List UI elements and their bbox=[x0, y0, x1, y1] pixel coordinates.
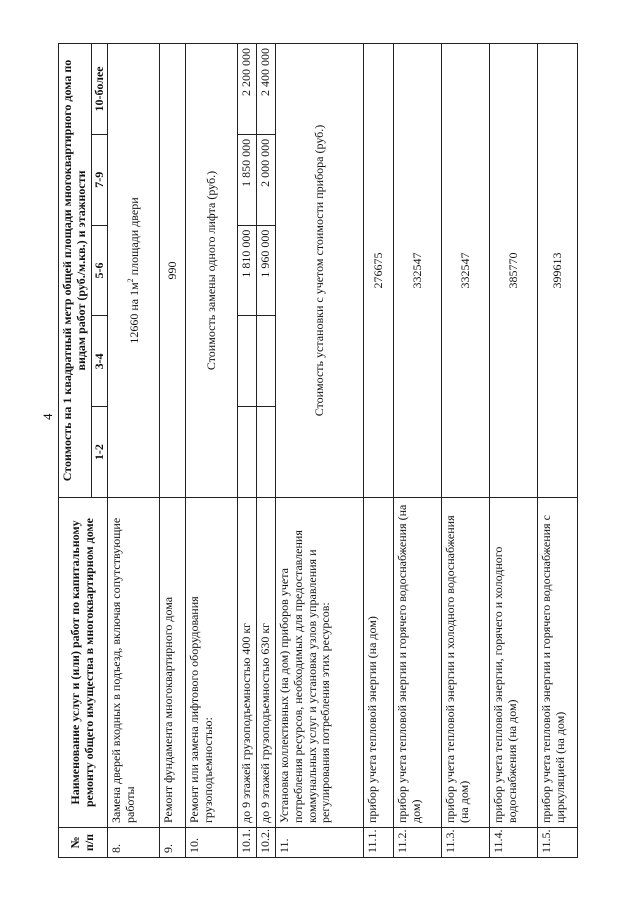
page-number: 4 bbox=[40, 413, 55, 420]
table-row bbox=[441, 44, 489, 858]
row-num: 11.1. bbox=[363, 828, 393, 858]
row-value: 332547 bbox=[441, 44, 489, 498]
row-value: 332547 bbox=[393, 44, 441, 498]
header-row bbox=[59, 44, 92, 858]
row-value-2 bbox=[238, 316, 257, 407]
row-value: Стоимость замены одного лифта (руб.) bbox=[186, 44, 238, 498]
row-name: Установка коллективных (на дом) приборов учета потребления ресурсов, необходимых для предоставления коммунальных услуг и установка узлов управления и регулирования потребления этих ресурсов: bbox=[275, 498, 363, 828]
row-num: 8. bbox=[108, 828, 160, 858]
row-value-1 bbox=[238, 407, 257, 498]
table-row bbox=[160, 44, 186, 858]
table-row bbox=[238, 44, 257, 858]
row-name: прибор учета тепловой энергии и горячего водоснабжения с циркуляцией (на дом) bbox=[537, 498, 577, 828]
row-num: 10.1. bbox=[238, 828, 257, 858]
table-row bbox=[489, 44, 537, 858]
row-value-3: 1 960 000 bbox=[257, 225, 276, 316]
row-name: Ремонт или замена лифтового оборудования грузоподъемностью: bbox=[186, 498, 238, 828]
header-cost: Стоимость на 1 квадратный метр общей площади многоквартирного дома по видам работ (руб./м.кв.) и этажности bbox=[59, 44, 92, 498]
row-value-2 bbox=[257, 316, 276, 407]
row-value-3: 1 810 000 bbox=[238, 225, 257, 316]
table-row bbox=[393, 44, 441, 858]
row-name: Ремонт фундамента многоквартирного дома bbox=[160, 498, 186, 828]
floor-col-2: 3-4 bbox=[91, 316, 108, 407]
row-name: прибор учета тепловой энергии и холодного водоснабжения (на дом) bbox=[441, 498, 489, 828]
value-prefix: 12660 на 1м bbox=[126, 282, 141, 344]
row-value-4: 1 850 000 bbox=[238, 134, 257, 225]
table-row bbox=[108, 44, 160, 858]
header-num: № п/п bbox=[59, 828, 108, 858]
table-row bbox=[186, 44, 238, 858]
row-value bbox=[108, 44, 160, 498]
floor-col-3: 5-6 bbox=[91, 225, 108, 316]
row-value: Стоимость установки с учетом стоимости прибора (руб.) bbox=[275, 44, 363, 498]
row-value: 385770 bbox=[489, 44, 537, 498]
cost-table bbox=[58, 43, 578, 858]
row-name: до 9 этажей грузоподъемностью 630 кг bbox=[257, 498, 276, 828]
row-name: Замена дверей входных в подъезд, включая сопутствующие работы bbox=[108, 498, 160, 828]
row-value-5: 2 200 000 bbox=[238, 44, 257, 135]
row-name: прибор учета тепловой энергии, горячего и холодного водоснабжения (на дом) bbox=[489, 498, 537, 828]
table-row bbox=[257, 44, 276, 858]
row-value: 990 bbox=[160, 44, 186, 498]
row-num: 11.5. bbox=[537, 828, 577, 858]
table-row bbox=[363, 44, 393, 858]
row-name: до 9 этажей грузоподъемностью 400 кг bbox=[238, 498, 257, 828]
row-value: 399613 bbox=[537, 44, 577, 498]
row-num: 9. bbox=[160, 828, 186, 858]
row-num: 10.2. bbox=[257, 828, 276, 858]
floor-col-4: 7-9 bbox=[91, 134, 108, 225]
header-name: Наименование услуг и (или) работ по капитальному ремонту общего имущества в многоквартирном доме bbox=[59, 498, 108, 828]
row-name: прибор учета тепловой энергии (на дом) bbox=[363, 498, 393, 828]
value-sup: 2 bbox=[125, 278, 135, 283]
value-suffix: площади двери bbox=[126, 197, 141, 279]
rotated-table-container bbox=[58, 43, 567, 858]
row-value: 276675 bbox=[363, 44, 393, 498]
floor-col-1: 1-2 bbox=[91, 407, 108, 498]
row-value-1 bbox=[257, 407, 276, 498]
row-num: 11.2. bbox=[393, 828, 441, 858]
row-num: 11.4. bbox=[489, 828, 537, 858]
row-num: 10. bbox=[186, 828, 238, 858]
row-value-5: 2 400 000 bbox=[257, 44, 276, 135]
table-row bbox=[537, 44, 577, 858]
row-name: прибор учета тепловой энергии и горячего водоснабжения (на дом) bbox=[393, 498, 441, 828]
row-value-4: 2 000 000 bbox=[257, 134, 276, 225]
floor-col-5: 10-более bbox=[91, 44, 108, 135]
table-row bbox=[275, 44, 363, 858]
row-num: 11.3. bbox=[441, 828, 489, 858]
row-num: 11. bbox=[275, 828, 363, 858]
